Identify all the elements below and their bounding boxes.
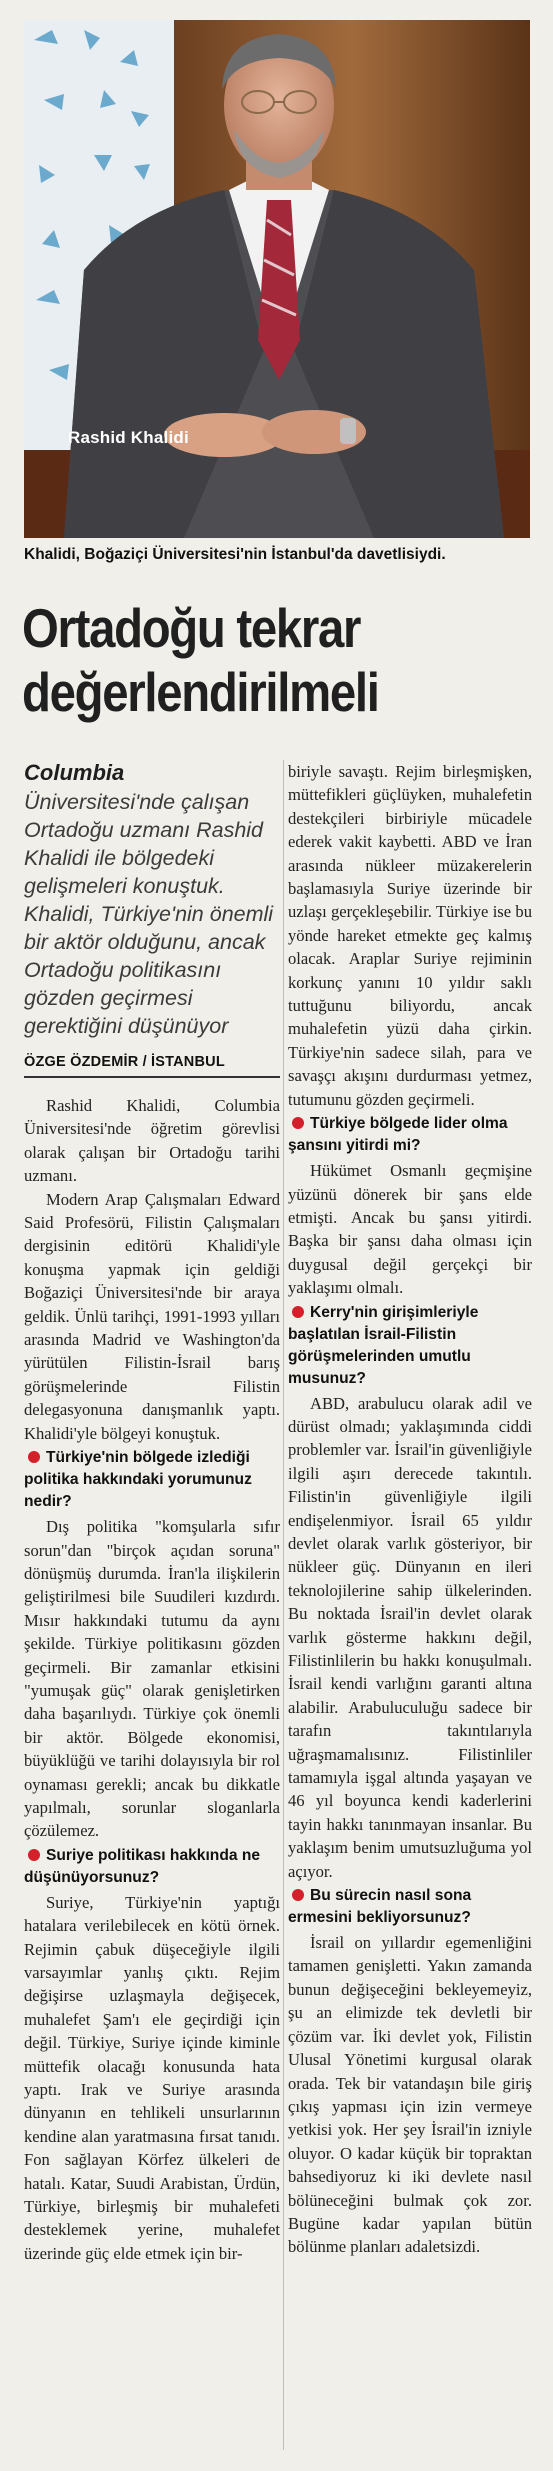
photo-caption: Khalidi, Boğaziçi Üniversitesi'nin İstanbul'da davetlisiydi. (24, 546, 446, 563)
deck: Üniversitesi'nde çalışan Ortadoğu uzmanı Rashid Khalidi ile bölgedeki gelişmeleri konuştuk. Khalidi, Türkiye'nin önemli bir aktör olduğunu, ancak Ortadoğu politikasını gözden geçirmesi gerektiğini düşünüyor (24, 790, 274, 1038)
paragraph: ABD, arabulucu olarak adil ve dürüst olmadı; yaklaşımında ciddi problemler var. İsrail'in güvenliğiyle ilgili aşırı derecede takıntılı. Filistin'in güvenliğiyle ilgili endişelenmiyor. İsrail 65 yıldır devlet olarak varlık gösteriyor, bir nükleer güç. Dünyanın en ileri teknolojilerine sahip ülkelerinden. Bu noktada İsrail'in devlet olarak varlık gösterme hakkını değil, Filistinlilerin bu hakkı konuşulmalı. İsrail kendi varlığını garanti altına alabilir. Arabuluculuğu sadece bir tarafın takıntılarıyla uğraşmamalısınız. Filistinliler tamamıyla işgal altında yaşayan ve 46 yıl boyunca kendi kaderlerini tayin hakkı tanınmayan insanlar. Bu yaklaşım benim umutsuzluğuma yol açıyor. (288, 1393, 532, 1881)
interview-question (24, 1447, 280, 1513)
photo-credit: Rashid Khalidi (68, 428, 189, 447)
kicker: Columbia (24, 760, 125, 785)
bullet-icon (292, 1117, 304, 1129)
interview-question (24, 1845, 280, 1889)
article-column-right (288, 760, 532, 2259)
byline: ÖZGE ÖZDEMİR / İSTANBUL (24, 1054, 280, 1078)
bullet-icon (28, 1451, 40, 1463)
column-divider (283, 760, 284, 2450)
paragraph: Hükümet Osmanlı geçmişine yüzünü dönerek bir şans elde etmişti. Ancak bu şansı yitirdi. Başka bir şansı daha olması için duygusal değil gerçekçi bir yaklaşımı olmalı. (288, 1161, 532, 1298)
bullet-icon (292, 1889, 304, 1901)
bullet-icon (28, 1849, 40, 1861)
paragraph: İsrail on yıllardır egemenliğini tamamen genişletti. Yakın zamanda bunun değişeceğini bekleyemeyiz, şu an elimizde tek devletli bir çözüm var. İki devlet yok, Filistin Ulusal Yönetimi kurgusal olarak orada. Tek bir vatandaşın bile giriş çıkış yapması için izin vermeye yetkisi yok. Her şey İsrail'in izniyle oluyor. O kadar küçük bir topraktan bahsediyoruz ki iki devlete nasıl bölüneceğini bulmak çok zor. Bugüne kadar yapılan bütün bölünme planları adaletsizdi. (288, 1933, 532, 2257)
bullet-icon (292, 1306, 304, 1318)
question-text: Kerry'nin girişimleriyle başlatılan İsrail-Filistin görüşmelerinden umutlu musunuz? (288, 1303, 479, 1387)
interview-question (288, 1885, 532, 1929)
headline-line-1: Ortadoğu tekrar (22, 597, 361, 659)
paragraph: Modern Arap Çalışmaları Edward Said Profesörü, Filistin Çalışmaları dergisinin editörü Khalidi'yle konuşma yapmak için geldiği Boğaziçi Üniversitesi'nde bir araya geldik. Ünlü tarihçi, 1991-1993 yılları arasında Madrid ve Washington'da yürütülen Filistin-İsrail barış görüşmelerinde Filistin delegasyonuna danışmanlık yaptı. Khalidi'yle bölgeyi konuştuk. (24, 1189, 280, 1443)
interview-question (288, 1113, 532, 1157)
paragraph: Rashid Khalidi, Columbia Üniversitesi'nde öğretim görevlisi olarak çalışan bir Ortadoğu tarihi uzmanı. (24, 1096, 280, 1186)
question-text: Türkiye bölgede lider olma şansını yitirdi mi? (288, 1115, 508, 1155)
question-text: Bu sürecin nasıl sona ermesini bekliyorsunuz? (288, 1887, 472, 1927)
question-text: Türkiye'nin bölgede izlediği politika hakkındaki yorumunuz nedir? (24, 1449, 252, 1511)
portrait-illustration (24, 20, 530, 538)
headline (22, 596, 538, 724)
portrait-photo (24, 20, 530, 538)
interview-question (288, 1302, 532, 1390)
question-text: Suriye politikası hakkında ne düşünüyorsunuz? (24, 1846, 261, 1886)
paragraph: biriyle savaştı. Rejim birleşmişken, müttefikleri güçlüyken, muhalefetin destekçileri birbiriyle mücadele ederek vakit kaybetti. ABD ve İran arasında nükleer müzakerelerin başlamasıyla Suriye üzerinde bir uzlaşı gerçekleşebilir. Türkiye ise bu yönde hareket etmekte geç kalmış olacak. Araplar Suriye rejiminin korkunç yanını 10 yıldır saklı tuttuğunu biliyordu, ancak muhalefetin yüzü daha çirkin. Türkiye'nin sadece silah, para ve savaşçı akışını durdurması yetmez, tutumunu gözden geçirmeli. (288, 762, 532, 1109)
paragraph: Suriye, Türkiye'nin yaptığı hatalara verilebilecek en kötü örnek. Rejimin çabuk düşeceğiyle ilgili varsayımlar yanlış çıktı. Rejim değişirse uzlaşmayla değişecek, muhalefet Şam'ı ele geçirdiği için değil. Türkiye, Suriye içinde kiminle müttefik olacağı konusunda hata yaptı. Irak ve Suriye arasında dünyanın en tehlikeli unsurlarının kendine alan yaratmasına fırsat tanıdı. Fon sağlayan Körfez ülkeleri de hatalı. Katar, Suudi Arabistan, Ürdün, Türkiye, birleşmiş bir muhalefeti desteklemek yerine, muhalefet üzerinde güç elde etmek için bir- (24, 1892, 280, 2263)
paragraph: Dış politika "komşularla sıfır sorun"dan "birçok açıdan soruna" dönüşmüş durumda. İran'la ilişkilerin geliştirilmesi bile Suudileri kızdırdı. Mısır hakkındaki tutumu da aynı şekilde. Türkiye politikasını gözden geçirmeli. Bir zamanlar etkisini "yumuşak güç" olarak genişletirken daha başarılıydı. Türkiye çok önemli bir aktör. Bölgede ekonomisi, büyüklüğü ve tarihi dolayısıyla bir rol oynaması gerekli; ancak bu dikkatle yapılmalı, sorunlar sloganlarla çözülemez. (24, 1517, 280, 1841)
article-column-left (24, 760, 280, 2265)
headline-line-2: değerlendirilmeli (22, 661, 379, 723)
